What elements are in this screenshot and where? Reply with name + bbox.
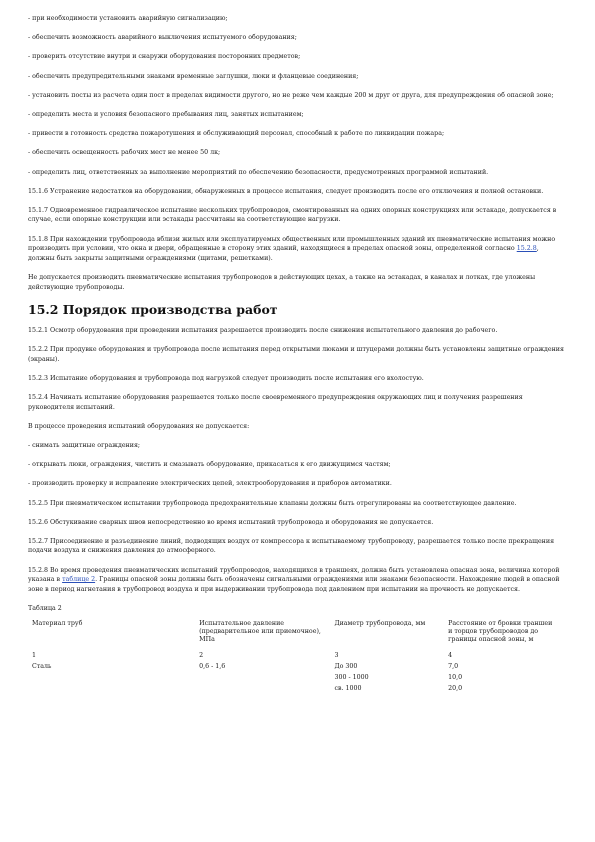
table-caption: Таблица 2 (28, 605, 62, 613)
table-cell: 2 (199, 651, 204, 659)
list-item: - обеспечить возможность аварийного выключения испытуемого оборудования; (28, 34, 297, 42)
list-item: - установить посты из расчета один пост в пределах видимости другого, но не реже чем каждые 200 м друг от друга, для предупреждения об опасной зоне; (28, 91, 554, 99)
paragraph-15-2-5: 15.2.5 При пневматическом испытании трубопровода предохранительные клапаны должны быть отрегулированы на соответствующее давление. (28, 499, 517, 507)
table-cell: 20,0 (448, 684, 463, 692)
top-paragraphs (28, 14, 565, 225)
header-pipe-material: Материал труб (32, 619, 83, 627)
paragraph-15-2-2: 15.2.2 При продувке оборудования и трубопровода после испытания перед открытыми люками и штуцерами должны быть установлены защитные ограждения (экраны). (28, 346, 564, 363)
table-cell (28, 674, 199, 685)
list-item: - обеспечить освещенность рабочих мест не менее 50 лк; (28, 149, 221, 157)
header-distance: Расстояние от бровки траншеи и торцов трубопроводов до границы опасной зоны, м (448, 619, 553, 644)
list-item: - определить лиц, ответственных за выполнение мероприятий по обеспечению безопасности, предусмотренных программой испытаний. (28, 168, 489, 176)
link-table-2[interactable]: таблице 2 (62, 576, 96, 584)
list-item: - привести в готовность средства пожаротушения и обслуживающий персонал, способный к работе по ликвидации пожара; (28, 130, 445, 138)
table-cell: 300 - 1000 (334, 673, 369, 681)
list-item: - снимать защитные ограждения; (28, 441, 141, 449)
paragraph-15-2-7: 15.2.7 Присоединение и разъединение линий, подводящих воздух от компрессора к испытываемому трубопроводу, разрешается только после прекращения подачи воздуха и снижения давления до атмосферного. (28, 537, 555, 555)
paragraph-text: . Границы опасной зоны должны быть обозначены сигнальными ограждениями или знаками безопасности. Нахождение людей в опасной зоне в период нагнетания в трубопровод воздуха и при выдерживании трубопровода под давлением при испытании на прочность не допускается. (28, 576, 560, 593)
paragraph-15-2-4: 15.2.4 Начинать испытание оборудования разрешается только после своевременного предупреждения окружающих лиц и получения разрешения руководителя испытаний. (28, 393, 523, 411)
table-row (28, 685, 558, 696)
section-paragraphs (28, 326, 565, 556)
table-cell: 7,0 (448, 662, 459, 670)
list-item: - производить проверку и исправление электрических цепей, электрооборудования и приборов автоматики. (28, 480, 392, 488)
section-title: 15.2 Порядок производства работ (28, 301, 278, 317)
table-cell (199, 685, 334, 696)
table-cell: 10,0 (448, 673, 463, 681)
paragraph-15-1-6: 15.1.6 Устранение недостатков на оборудовании, обнаруженных в процессе испытания, следует производить после его отключения и полной остановки. (28, 187, 544, 195)
list-item: - обеспечить предупредительными знаками временные заглушки, люки и фланцевые соединения; (28, 72, 359, 80)
table-cell: Сталь (32, 662, 52, 670)
paragraph-text: 15.2.8 Во время проведения пневматических испытаний трубопроводов, находящихся в траншеях, должна быть установлена опасная зона, величина которой указана в (28, 566, 560, 584)
paragraph-15-2-3: 15.2.3 Испытание оборудования и трубопровода под нагрузкой следует производить после испытания его вхолостую. (28, 374, 424, 382)
paragraph-text: 15.1.8 При нахождении трубопровода вблизи жилых или эксплуатируемых общественных или промышленных зданий их пневматические испытания можно производить при условии, что окна и двери, обращенные в сторону этих зданий, находящиеся в пределах опасной зоны, определенной согласно (28, 235, 556, 253)
paragraph-prohibited-intro: В процессе проведения испытаний оборудования не допускается: (28, 422, 250, 430)
table-cell: св. 1000 (334, 684, 362, 692)
paragraph-15-2-1: 15.2.1 Осмотр оборудования при проведении испытания разрешается производить после снижения испытательного давления до рабочего. (28, 326, 498, 334)
list-item: - определить места и условия безопасного пребывания лиц, занятых испытанием; (28, 110, 304, 118)
list-item: - при необходимости установить аварийную сигнализацию; (28, 15, 228, 22)
paragraph-no-pneumatic: Не допускается производить пневматические испытания трубопроводов в действующих цехах, а также на эстакадах, в каналах и лотках, где уложены действующие трубопроводы. (28, 274, 536, 291)
table-cell: До 300 (334, 662, 358, 670)
table-cell (199, 674, 334, 685)
table-cell (28, 685, 199, 696)
table-number-row (28, 652, 558, 663)
header-test-pressure: Испытательное давление (предварительное или приемочное), МПа (199, 619, 321, 644)
table-row (28, 674, 558, 685)
link-15-2-8[interactable]: 15.2.8 (516, 245, 537, 253)
paragraph-15-1-7: 15.1.7 Одновременное гидравлическое испытание нескольких трубопроводов, смонтированных на одних опорных конструкциях или эстакаде, допускается в случае, если опорные конструкции или эстакады рассчитаны на соответствующие нагрузки. (28, 206, 557, 224)
paragraph-text: , должны быть закрыты защитными ограждениями (щитами, решетками). (28, 245, 539, 262)
table-cell: 1 (32, 651, 37, 659)
table-cell: 4 (448, 651, 453, 659)
table-cell: 3 (334, 651, 339, 659)
paragraph-15-2-6: 15.2.6 Обстукивание сварных швов непосредственно во время испытаний трубопровода и оборудования не допускается. (28, 518, 434, 526)
table-header-row (28, 620, 558, 652)
table-row (28, 663, 558, 674)
table-cell: 0,6 - 1,6 (199, 662, 226, 670)
list-item: - проверить отсутствие внутри и снаружи оборудования посторонних предметов; (28, 53, 301, 61)
list-item: - открывать люки, ограждения, чистить и смазывать оборудование, прикасаться к его движущимся частям; (28, 461, 391, 469)
danger-zone-table (28, 620, 558, 696)
header-pipe-diameter: Диаметр трубопровода, мм (334, 619, 426, 627)
paragraph-15-2-8 (28, 566, 565, 595)
paragraph-15-1-8 (28, 235, 565, 264)
